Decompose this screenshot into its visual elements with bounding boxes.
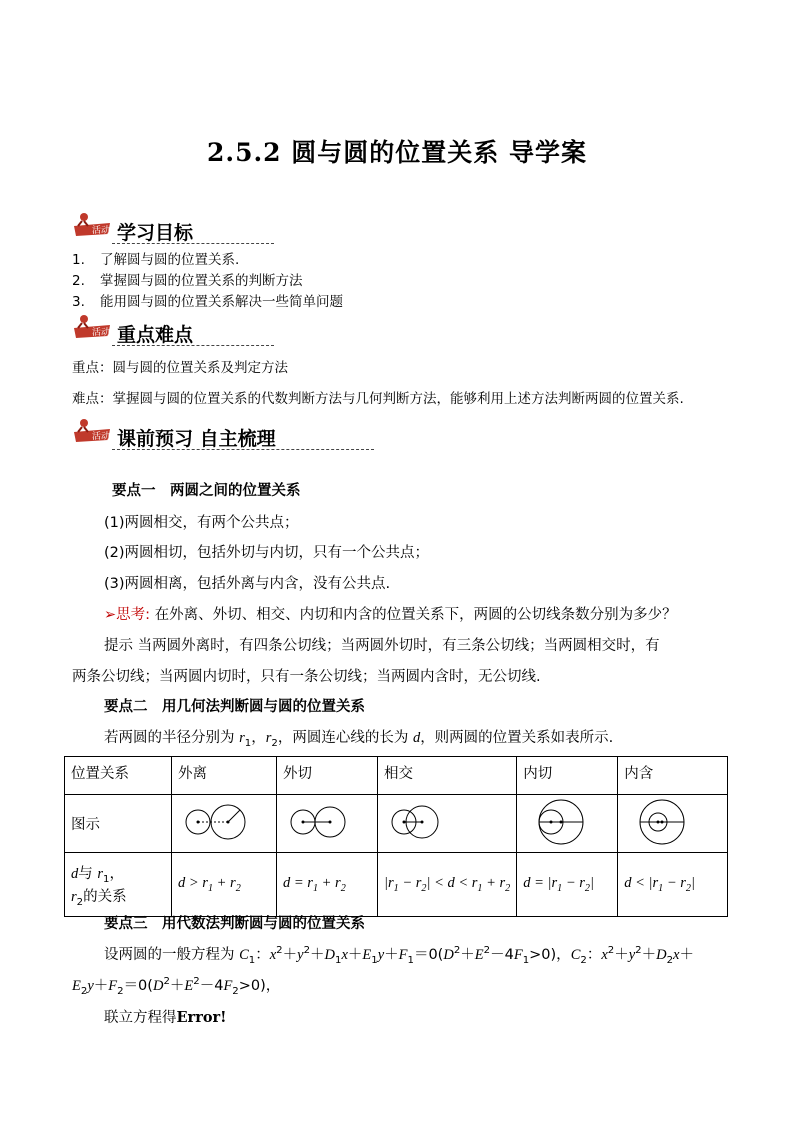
point2-intro: 若两圆的半径分别为 $r_1$，$r_2$，两圆连心线的长为 d，则两圆的位置关系如表所示. <box>104 730 614 749</box>
point2-heading: 要点二 用几何法判断圆与圆的位置关系 <box>104 699 365 715</box>
relation-table <box>64 756 728 917</box>
hint-line: 提示 当两圆外离时，有四条公切线；当两圆外切时，有三条公切线；当两圆相交时，有 <box>104 638 660 654</box>
condition-cell: $d = r_1 + r_2$ <box>277 853 378 917</box>
condition-cell: $d < |r_1 - r_2|$ <box>618 853 728 917</box>
table-header-cell: 位置关系 <box>65 757 172 795</box>
section-title: 课前预习 自主梳理 <box>117 428 276 450</box>
diagram-intersecting <box>378 795 517 853</box>
table-header-cell: 外切 <box>277 757 378 795</box>
point1-item: (3)两圆相离，包括外离与内含，没有公共点. <box>104 576 391 592</box>
point3-combine-line: 联立方程得Error! <box>104 1009 227 1026</box>
point3-equation-line: $E_2y+F_2=0(D^2+E^2-4F_2>0)$， <box>72 976 281 997</box>
condition-cell: $d = |r_1 - r_2|$ <box>517 853 618 917</box>
svg-text:活动: 活动 <box>92 432 111 442</box>
activity-badge-icon <box>72 210 116 240</box>
point3-equation-line: 设两圆的一般方程为 $C_1$：$x^2+y^2+D_1x+E_1y+F_1=0(D^2+E^2-4F_1>0)$，$C_2$：$x^2+y^2+D_2x+$ <box>104 945 694 966</box>
diagram-containment <box>618 795 728 853</box>
difficulty-text: 难点：掌握圆与圆的位置关系的代数判断方法与几何判断方法，能够利用上述方法判断两圆的位置关系. <box>72 391 684 407</box>
table-header-cell: 内切 <box>517 757 618 795</box>
svg-text:活动: 活动 <box>92 226 111 236</box>
section-underline <box>112 345 274 346</box>
point3-heading: 要点三 用代数法判断圆与圆的位置关系 <box>104 916 365 932</box>
arrow-icon: ➢ <box>104 607 117 623</box>
condition-cell: $d > r_1 + r_2$ <box>172 853 277 917</box>
key-point-text: 重点：圆与圆的位置关系及判定方法 <box>72 360 288 376</box>
page-title: 2.5.2 圆与圆的位置关系 导学案 <box>206 138 587 167</box>
diagram-internal-tangent <box>517 795 618 853</box>
section-title: 学习目标 <box>117 222 194 244</box>
condition-cell: $|r_1 - r_2| < d < r_1 + r_2$ <box>378 853 517 917</box>
point1-item: (2)两圆相切，包括外切与内切，只有一个公共点； <box>104 545 430 561</box>
svg-text:活动: 活动 <box>92 328 111 338</box>
section-underline <box>112 449 374 450</box>
think-question: ➢思考: 在外离、外切、相交、内切和内含的位置关系下，两圆的公切线条数分别为多少？ <box>104 607 677 623</box>
objective-item: 3. 能用圆与圆的位置关系解决一些简单问题 <box>72 294 343 310</box>
table-header-cell: 外离 <box>172 757 277 795</box>
activity-badge-icon <box>72 416 116 446</box>
table-cell: 图示 <box>65 795 172 853</box>
diagram-external <box>172 795 277 853</box>
section-title: 重点难点 <box>117 324 194 346</box>
objective-item: 2. 掌握圆与圆的位置关系的判断方法 <box>72 273 303 289</box>
table-header-cell: 相交 <box>378 757 517 795</box>
activity-badge-icon <box>72 312 116 342</box>
section-underline <box>112 243 274 244</box>
objective-item: 1. 了解圆与圆的位置关系. <box>72 252 240 268</box>
hint-line: 两条公切线；当两圆内切时，只有一条公切线；当两圆内含时，无公切线. <box>72 669 541 685</box>
point1-heading: 要点一 两圆之间的位置关系 <box>112 483 301 499</box>
table-cell: d与 $r_1$， $r_2$的关系 <box>65 853 172 917</box>
point1-item: (1)两圆相交，有两个公共点； <box>104 515 299 531</box>
table-header-cell: 内含 <box>618 757 728 795</box>
diagram-external-tangent <box>277 795 378 853</box>
